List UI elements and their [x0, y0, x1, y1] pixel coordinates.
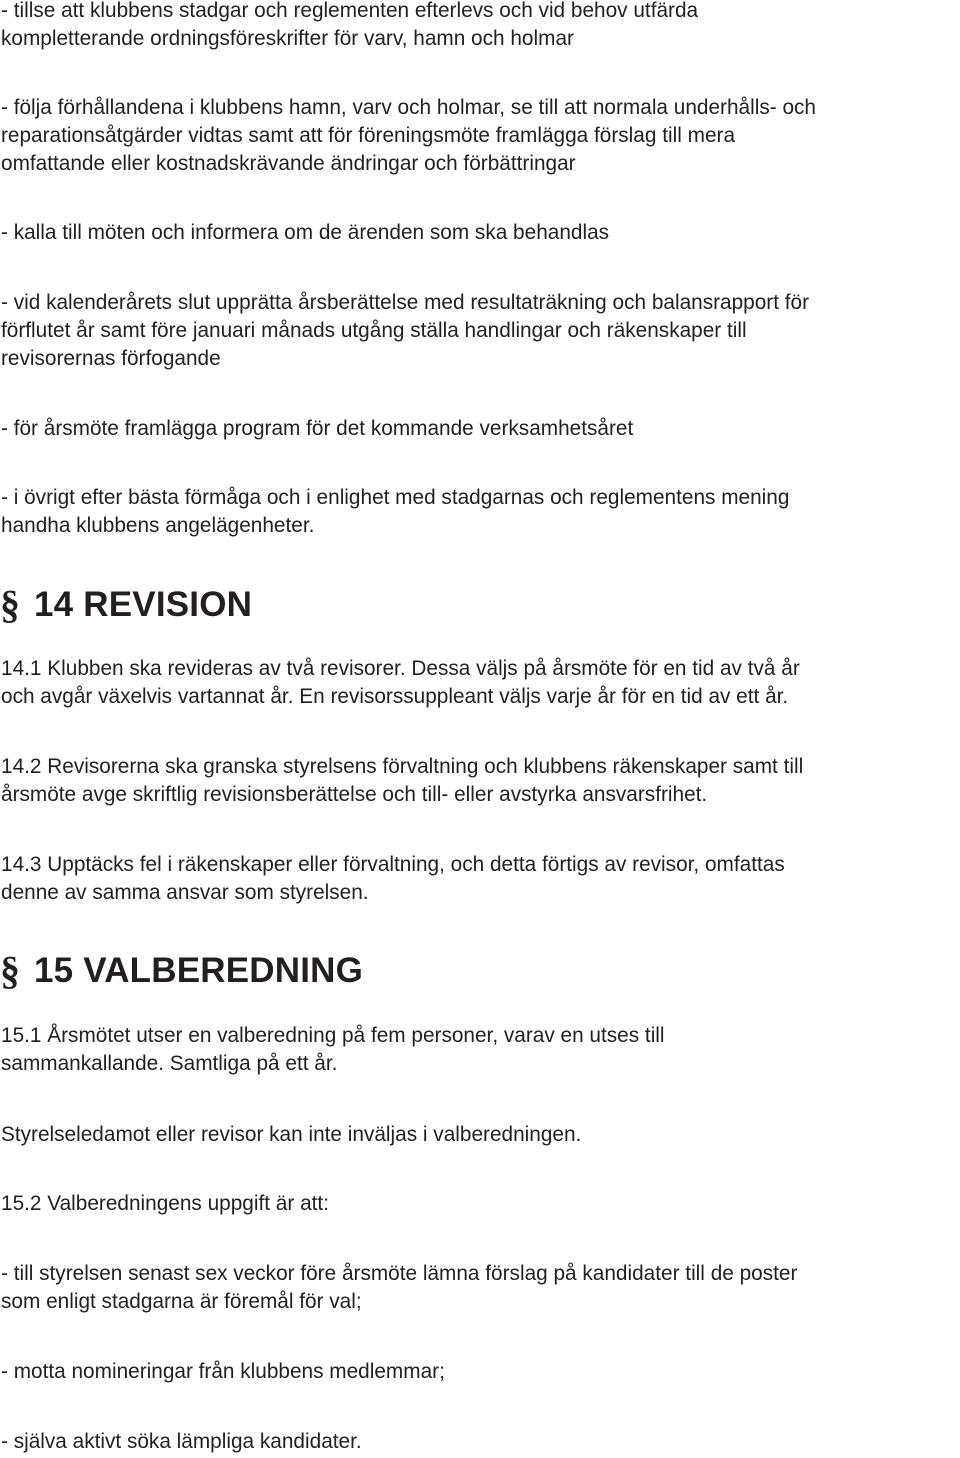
section-heading-15 [0, 946, 363, 996]
text-line: 14.3 Upptäcks fel i räkenskaper eller förvaltning, och detta förtigs av revisor, omfattas [1, 853, 785, 876]
text-line: som enligt stadgarna är föremål för val; [1, 1290, 362, 1313]
text-line: 14.2 Revisorerna ska granska styrelsens förvaltning och klubbens räkenskaper samt till [1, 755, 804, 778]
text-line: - tillse att klubbens stadgar och reglementen efterlevs och vid behov utfärda [1, 0, 699, 22]
text-line: 15.1 Årsmötet utser en valberedning på fem personer, varav en utses till [1, 1024, 665, 1047]
section-heading-14 [0, 580, 252, 630]
section-title: 14 REVISION [34, 585, 253, 624]
text-line: - själva aktivt söka lämpliga kandidater. [1, 1430, 362, 1453]
text-line: reparationsåtgärder vidtas samt att för föreningsmöte framlägga förslag till mera [1, 124, 736, 147]
text-line: 14.1 Klubben ska revideras av två revisorer. Dessa väljs på årsmöte för en tid av två år [1, 657, 800, 680]
text-line: handha klubbens angelägenheter. [1, 514, 315, 537]
text-line: årsmöte avge skriftlig revisionsberättelse och till- eller avstyrka ansvarsfrihet. [1, 783, 708, 806]
section-title: 15 VALBEREDNING [34, 951, 364, 990]
text-line: - i övrigt efter bästa förmåga och i enlighet med stadgarnas och reglementens mening [1, 486, 790, 509]
text-line: förflutet år samt före januari månads utgång ställa handlingar och räkenskaper till [1, 319, 747, 342]
text-line: denne av samma ansvar som styrelsen. [1, 881, 369, 904]
text-line: kompletterande ordningsföreskrifter för varv, hamn och holmar [1, 27, 574, 50]
text-line: - följa förhållandena i klubbens hamn, varv och holmar, se till att normala underhålls- och [1, 96, 816, 119]
text-line: - motta nomineringar från klubbens medlemmar; [1, 1360, 445, 1383]
text-line: - för årsmöte framlägga program för det kommande verksamhetsåret [1, 417, 634, 440]
text-line: - vid kalenderårets slut upprätta årsberättelse med resultaträkning och balansrapport för [1, 291, 810, 314]
text-line: och avgår växelvis vartannat år. En revisorssuppleant väljs varje år för en tid av ett år. [1, 685, 789, 708]
text-line: 15.2 Valberedningens uppgift är att: [1, 1192, 329, 1215]
text-line: sammankallande. Samtliga på ett år. [1, 1052, 338, 1075]
section-sign-icon: § [0, 948, 20, 993]
text-line: - kalla till möten och informera om de ärenden som ska behandlas [1, 221, 610, 244]
section-sign-icon: § [0, 582, 20, 627]
text-line: Styrelseledamot eller revisor kan inte inväljas i valberedningen. [1, 1123, 582, 1146]
text-line: - till styrelsen senast sex veckor före årsmöte lämna förslag på kandidater till de poster [1, 1262, 798, 1285]
text-line: revisorernas förfogande [1, 347, 221, 370]
text-line: omfattande eller kostnadskrävande ändringar och förbättringar [1, 152, 576, 175]
